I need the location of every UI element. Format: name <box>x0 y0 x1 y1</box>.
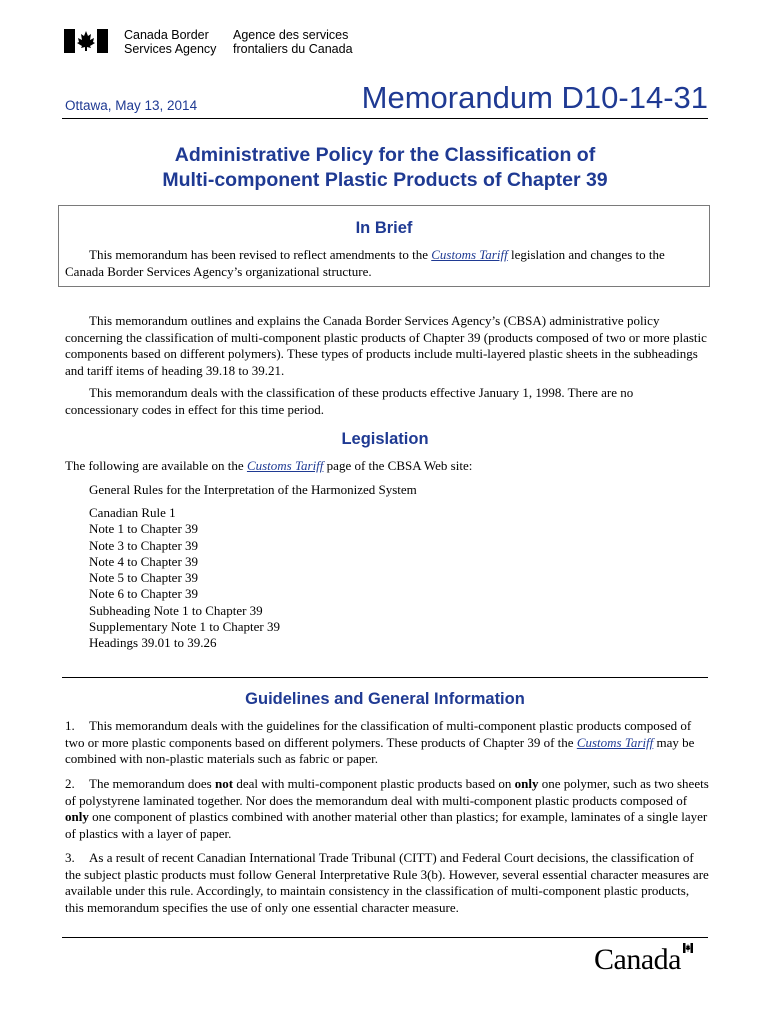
general-rules-item: General Rules for the Interpretation of the Harmonized System <box>89 482 417 497</box>
customs-tariff-link[interactable]: Customs Tariff <box>246 458 324 473</box>
header-divider <box>62 118 708 119</box>
in-brief-box <box>58 205 710 287</box>
guideline-paragraph-2: 2. The memorandum does not deal with multi-component plastic products based on only one polymer, such as two sheets of polystyrene laminated together. Nor does the memorandum deal with multi-component plastic products composed of only one component of plastics combined with another material other than plastics; for example, laminates of a single layer of plastics with a layer of paper. <box>65 776 709 841</box>
list-item: Headings 39.01 to 39.26 <box>89 635 217 651</box>
list-item: Supplementary Note 1 to Chapter 39 <box>89 619 280 635</box>
wordmark-flag-icon <box>683 943 693 953</box>
agency-name-french: Agence des services frontaliers du Canada <box>233 28 353 56</box>
intro-paragraph-2: This memorandum deals with the classification of these products effective January 1, 1998. There are no concessionary codes in effect for this time period. <box>65 385 634 417</box>
guideline-paragraph-1: 1. This memorandum deals with the guidelines for the classification of multi-component plastic products composed of two or more plastic components based on different polymers. These products of Chapter 39 of the Customs Tariff may be combined with non-plastic materials such as fabric or paper. <box>65 718 695 766</box>
section-divider <box>62 677 708 678</box>
memo-date: Ottawa, May 13, 2014 <box>65 98 198 113</box>
footer-divider <box>62 937 708 938</box>
memo-number: Memorandum D10-14-31 <box>361 80 708 115</box>
list-item: Note 1 to Chapter 39 <box>89 521 199 537</box>
canada-flag-icon <box>64 29 108 53</box>
list-item: Subheading Note 1 to Chapter 39 <box>89 602 263 618</box>
in-brief-heading: In Brief <box>355 219 413 237</box>
list-item: Note 6 to Chapter 39 <box>89 586 199 602</box>
list-item: Note 4 to Chapter 39 <box>89 553 199 569</box>
list-item: Canadian Rule 1 <box>89 505 176 520</box>
legislation-list <box>89 505 280 652</box>
in-brief-text: This memorandum has been revised to reflect amendments to the Customs Tariff legislation and changes to the Canada Border Services Agency’s organizational structure. <box>65 247 665 279</box>
guideline-paragraph-3: 3. As a result of recent Canadian International Trade Tribunal (CITT) and Federal Court decisions, the classification of the subject plastic products must follow General Interpretative Rule 3(b). However, several essential character measures are available under this rule. Accordingly, to maintain consistency in the classification of multi-component plastic products, this memorandum specifies the use of only one essential character measure. <box>65 850 709 915</box>
guidelines-heading: Guidelines and General Information <box>245 690 525 708</box>
customs-tariff-link[interactable]: Customs Tariff <box>576 734 654 750</box>
list-item: Note 3 to Chapter 39 <box>89 537 199 553</box>
intro-paragraph-1: This memorandum outlines and explains the Canada Border Services Agency’s (CBSA) administrative policy concerning the classification of multi-component plastic products of Chapter 39 (products composed of two or more plastic components based on different polymers). These types of products include multi-layered plastic sheets in the subheadings and tariff items of heading 39.18 to 39.21. <box>65 313 707 378</box>
legislation-intro: The following are available on the Customs Tariff page of the CBSA Web site: <box>65 458 473 473</box>
agency-name-english: Canada Border Services Agency <box>124 28 217 56</box>
list-item: Note 5 to Chapter 39 <box>89 570 199 586</box>
canada-wordmark: Canada <box>594 943 681 976</box>
page-title: Administrative Policy for the Classification of Multi-component Plastic Products of Chapter 39 <box>162 144 608 191</box>
customs-tariff-link[interactable]: Customs Tariff <box>431 247 508 262</box>
legislation-heading: Legislation <box>341 430 429 448</box>
